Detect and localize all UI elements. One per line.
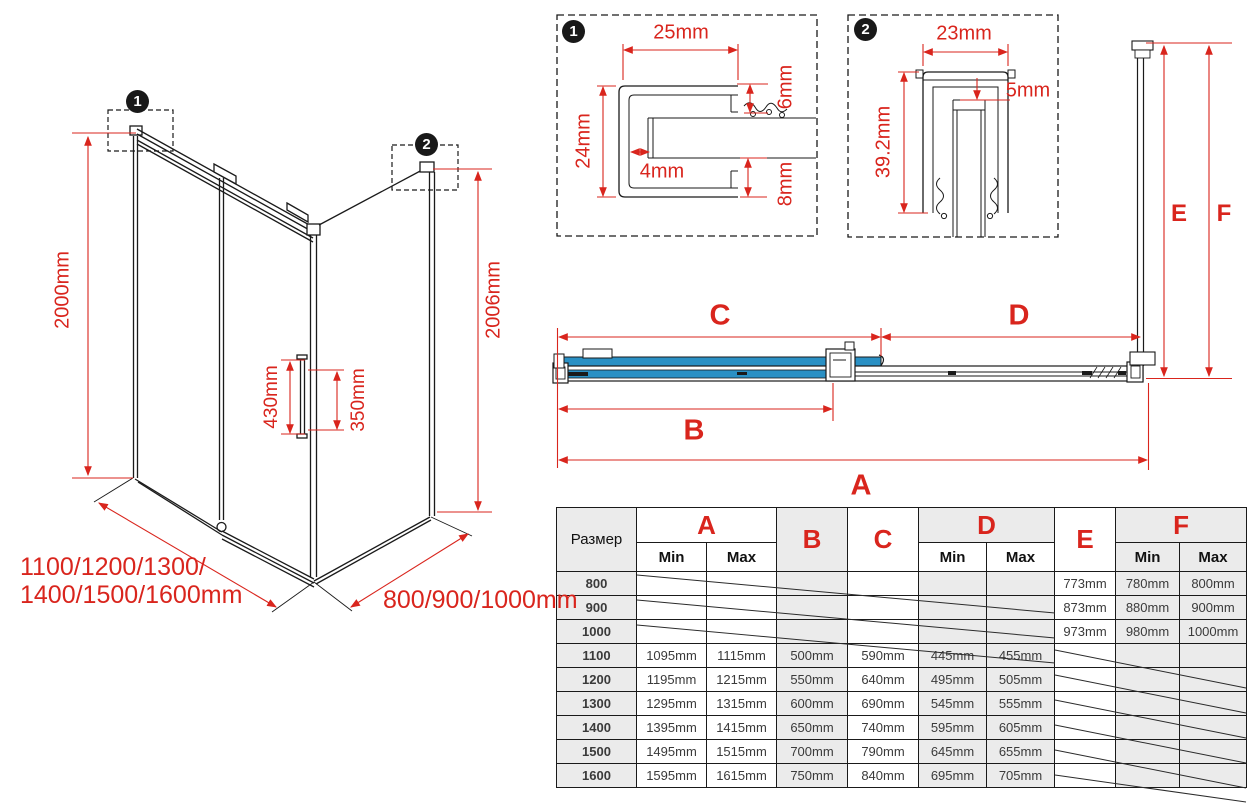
table-cell: 750mm [777, 764, 848, 788]
table-row [557, 644, 1247, 668]
subheader-f-max: Max [1180, 543, 1247, 572]
row-size-label: 1000 [557, 620, 637, 644]
plan-label-c: C [709, 299, 731, 332]
table-cell: 873mm [1055, 596, 1116, 620]
table-cell: 500mm [777, 644, 848, 668]
table-cell: 1495mm [637, 740, 707, 764]
table-row [557, 596, 1247, 620]
detail2-gap-label: 5mm [1005, 79, 1051, 102]
col-header-a: A [637, 508, 777, 543]
plan-label-e: E [1170, 200, 1188, 227]
table-cell [919, 572, 987, 596]
table-row [557, 692, 1247, 716]
table-cell [707, 620, 777, 644]
table-cell: 645mm [919, 740, 987, 764]
table-cell: 900mm [1180, 596, 1247, 620]
table-cell [1055, 764, 1116, 788]
table-cell [987, 620, 1055, 644]
table-cell [987, 596, 1055, 620]
table-cell [1180, 716, 1247, 740]
table-row [557, 668, 1247, 692]
table-cell [1180, 692, 1247, 716]
iso-badge-2: 2 [415, 133, 438, 156]
table-cell [1116, 740, 1180, 764]
table-cell: 773mm [1055, 572, 1116, 596]
table-cell: 695mm [919, 764, 987, 788]
detail1-profile [619, 86, 816, 197]
table-cell [1180, 764, 1247, 788]
table-cell: 595mm [919, 716, 987, 740]
table-cell: 800mm [1180, 572, 1247, 596]
detail1-border [557, 15, 817, 236]
table-cell [1180, 668, 1247, 692]
detail1-height-label: 24mm [572, 113, 595, 169]
dim-handle-offset-label: 350mm [348, 368, 369, 432]
table-cell: 495mm [919, 668, 987, 692]
col-header-b: B [777, 508, 848, 572]
table-cell: 973mm [1055, 620, 1116, 644]
table-cell: 590mm [848, 644, 919, 668]
detail2-width-label: 23mm [936, 22, 992, 45]
width-range-main-line1: 1100/1200/1300/ [20, 553, 206, 581]
dim-handle-height-label: 430mm [261, 365, 282, 429]
table-cell: 790mm [848, 740, 919, 764]
table-row [557, 572, 1247, 596]
col-header-d: D [919, 508, 1055, 543]
table-cell [777, 572, 848, 596]
table-cell: 690mm [848, 692, 919, 716]
row-size-label: 1400 [557, 716, 637, 740]
dim-height-left-label: 2000mm [51, 251, 74, 329]
table-row [557, 764, 1247, 788]
table-cell: 605mm [987, 716, 1055, 740]
table-cell: 880mm [1116, 596, 1180, 620]
table-cell [1116, 692, 1180, 716]
table-cell: 445mm [919, 644, 987, 668]
subheader-d-max: Max [987, 543, 1055, 572]
detail2-profile [916, 70, 1015, 237]
table-cell: 655mm [987, 740, 1055, 764]
table-cell [919, 620, 987, 644]
table-cell: 980mm [1116, 620, 1180, 644]
row-size-label: 1600 [557, 764, 637, 788]
table-cell [848, 620, 919, 644]
subheader-a-min: Min [637, 543, 707, 572]
row-size-label: 1100 [557, 644, 637, 668]
plan-label-b: B [683, 414, 705, 447]
detail1-dimensions [597, 44, 768, 197]
col-header-f: F [1116, 508, 1247, 543]
subheader-d-min: Min [919, 543, 987, 572]
detail1-badge: 1 [562, 20, 585, 43]
table-cell [1116, 668, 1180, 692]
subheader-f-min: Min [1116, 543, 1180, 572]
table-cell [707, 572, 777, 596]
table-cell [1116, 716, 1180, 740]
detail1-top-label: 6mm [774, 64, 797, 110]
table-cell: 505mm [987, 668, 1055, 692]
table-cell [637, 620, 707, 644]
table-cell [637, 572, 707, 596]
row-size-label: 900 [557, 596, 637, 620]
table-cell: 1595mm [637, 764, 707, 788]
table-cell: 1515mm [707, 740, 777, 764]
table-cell: 1415mm [707, 716, 777, 740]
plan-label-d: D [1008, 299, 1030, 332]
plan-dimension-lines [558, 43, 1233, 470]
table-cell [1055, 692, 1116, 716]
table-cell: 700mm [777, 740, 848, 764]
detail1-gap-label: 4mm [639, 160, 685, 183]
detail1-width-label: 25mm [653, 21, 709, 44]
table-row [557, 716, 1247, 740]
row-size-label: 1300 [557, 692, 637, 716]
table-cell [707, 596, 777, 620]
table-cell: 1000mm [1180, 620, 1247, 644]
table-cell [1180, 740, 1247, 764]
table-cell: 705mm [987, 764, 1055, 788]
iso-badge-1: 1 [126, 90, 149, 113]
table-cell: 840mm [848, 764, 919, 788]
table-cell: 1095mm [637, 644, 707, 668]
table-cell: 640mm [848, 668, 919, 692]
table-cell: 1315mm [707, 692, 777, 716]
table-cell: 1215mm [707, 668, 777, 692]
table-row [557, 740, 1247, 764]
table-cell: 600mm [777, 692, 848, 716]
table-cell [848, 596, 919, 620]
col-header-c: C [848, 508, 919, 572]
table-cell: 1615mm [707, 764, 777, 788]
width-range-main-line2: 1400/1500/1600mm [20, 581, 243, 609]
table-cell: 550mm [777, 668, 848, 692]
size-column-header: Размер [557, 508, 637, 572]
col-header-e: E [1055, 508, 1116, 572]
size-table-body [557, 572, 1247, 788]
table-cell: 740mm [848, 716, 919, 740]
callout-boxes [108, 110, 458, 190]
row-size-label: 800 [557, 572, 637, 596]
row-size-label: 1500 [557, 740, 637, 764]
subheader-a-max: Max [707, 543, 777, 572]
table-cell [1180, 644, 1247, 668]
dim-height-right-label: 2006mm [482, 261, 505, 339]
table-cell [919, 596, 987, 620]
plan-label-f: F [1216, 200, 1232, 227]
table-cell: 1395mm [637, 716, 707, 740]
detail1-bottom-label: 8mm [774, 161, 797, 207]
table-cell: 455mm [987, 644, 1055, 668]
table-cell: 1115mm [707, 644, 777, 668]
width-range-side: 800/900/1000mm [383, 586, 578, 614]
plan-label-a: A [850, 469, 872, 502]
table-cell: 650mm [777, 716, 848, 740]
table-cell [637, 596, 707, 620]
table-row [557, 620, 1247, 644]
table-cell: 1295mm [637, 692, 707, 716]
table-cell: 1195mm [637, 668, 707, 692]
table-cell [1116, 764, 1180, 788]
detail2-height-label: 39.2mm [872, 105, 895, 179]
row-size-label: 1200 [557, 668, 637, 692]
table-cell [777, 620, 848, 644]
detail2-badge: 2 [854, 18, 877, 41]
iso-enclosure-outline [94, 126, 472, 612]
table-cell [1055, 716, 1116, 740]
table-cell [1055, 668, 1116, 692]
table-cell [987, 572, 1055, 596]
table-cell [1116, 644, 1180, 668]
table-cell [848, 572, 919, 596]
table-cell: 545mm [919, 692, 987, 716]
detail2-dimensions [898, 44, 1010, 213]
table-cell [1055, 644, 1116, 668]
table-cell [777, 596, 848, 620]
table-cell: 555mm [987, 692, 1055, 716]
table-cell: 780mm [1116, 572, 1180, 596]
table-cell [1055, 740, 1116, 764]
plan-view-track [553, 41, 1155, 383]
size-table [556, 507, 1247, 788]
